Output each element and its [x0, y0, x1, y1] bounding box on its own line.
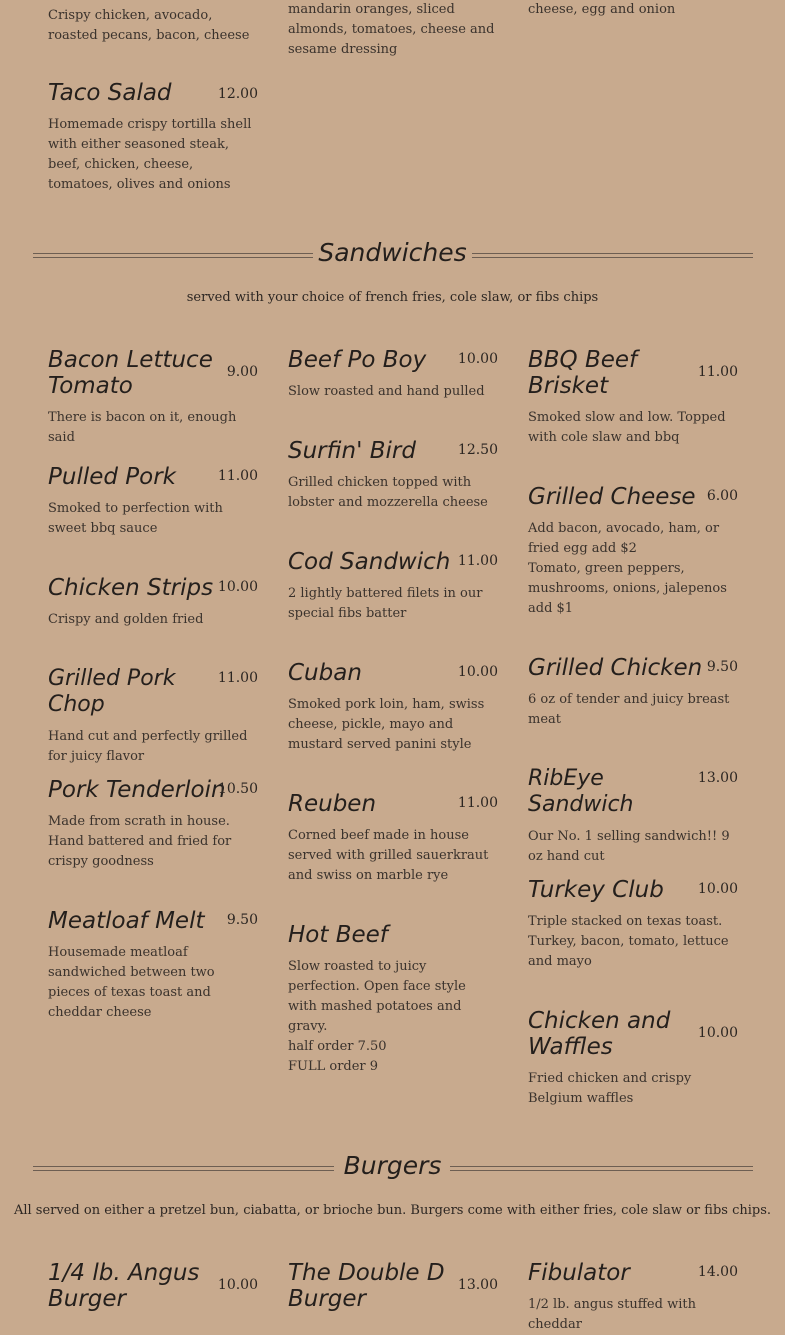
item-desc: Smoked slow and low. Topped with cole slaw and bbq	[528, 410, 726, 445]
menu-item-double-d-burger	[288, 1260, 498, 1312]
item-desc: Slow roasted to juicy perfection. Open face style with mashed potatoes and gravy.	[288, 959, 466, 1034]
section-title-sandwiches: Sandwiches	[318, 238, 467, 267]
item-price: 10.00	[697, 1025, 738, 1041]
item-desc: Crispy and golden fried	[48, 612, 204, 627]
menu-item-pork-tenderloin	[48, 777, 258, 872]
menu-item-taco-salad	[48, 80, 258, 195]
item-name: The Double D Burger	[288, 1260, 445, 1312]
section-subtitle-sandwiches: served with your choice of french fries, cole slaw, or fibs chips	[186, 290, 599, 305]
item-desc: Smoked to perfection with sweet bbq sauce	[48, 501, 223, 536]
menu-item-meatloaf-melt	[48, 908, 258, 1023]
item-name: Grilled Pork Chop	[48, 666, 176, 717]
item-price: 11.00	[457, 795, 498, 811]
salad-desc-col3: cheese, egg and onion	[528, 2, 676, 17]
item-name: Cuban	[288, 660, 362, 686]
item-desc: Corned beef made in house served with grilled sauerkraut and swiss on marble rye	[288, 828, 489, 883]
menu-item-turkey-club	[528, 877, 738, 972]
salad-desc-col1: Crispy chicken, avocado, roasted pecans, bacon, cheese	[48, 8, 250, 43]
item-desc: Our No. 1 selling sandwich!! 9 oz hand cut	[528, 829, 730, 864]
menu-item-surfin-bird	[288, 438, 498, 513]
salad-desc-col2: mandarin oranges, sliced almonds, tomatoes, cheese and sesame dressing	[288, 2, 495, 57]
item-name: Grilled Chicken	[528, 655, 703, 681]
menu-item-cod-sandwich	[288, 549, 498, 624]
menu-item-blt	[48, 347, 258, 448]
item-price: 13.00	[697, 770, 738, 786]
menu-item-beef-po-boy	[288, 347, 498, 402]
item-price: 10.00	[697, 881, 738, 897]
menu-item-angus-burger	[48, 1260, 258, 1312]
menu-item-cuban	[288, 660, 498, 755]
item-desc: Add bacon, avocado, ham, or fried egg add $2	[528, 521, 720, 556]
item-price: 10.00	[457, 664, 498, 680]
menu-item-bbq-beef-brisket	[528, 347, 738, 448]
menu-item-grilled-pork-chop	[48, 666, 258, 767]
item-price: 14.00	[697, 1264, 738, 1280]
menu-item-fibulator	[528, 1260, 738, 1335]
item-name: Fibulator	[528, 1260, 630, 1286]
item-price: 9.00	[226, 364, 258, 380]
item-desc: 2 lightly battered filets in our special fibs batter	[288, 586, 483, 621]
item-name: Taco Salad	[48, 80, 172, 106]
menu-item-grilled-chicken	[528, 655, 738, 730]
menu-item-ribeye-sandwich	[528, 766, 738, 867]
item-desc: Hand cut and perfectly grilled for juicy flavor	[48, 729, 248, 764]
item-name: Meatloaf Melt	[48, 908, 205, 934]
item-name: Chicken and Waffles	[528, 1008, 671, 1060]
item-name: RibEye Sandwich	[528, 766, 634, 817]
item-desc: Made from scrath in house. Hand battered and fried for crispy goodness	[48, 814, 232, 869]
section-subtitle-burgers: All served on either a pretzel bun, ciabatta, or brioche bun. Burgers come with either fries, cole slaw or fibs chips.	[13, 1203, 772, 1218]
item-desc: Housemade meatloaf sandwiched between two pieces of texas toast and cheddar cheese	[48, 945, 215, 1020]
item-name: 1/4 lb. Angus Burger	[48, 1260, 200, 1312]
section-title-burgers: Burgers	[343, 1151, 442, 1180]
item-name: Pulled Pork	[48, 464, 177, 490]
item-desc: Smoked pork loin, ham, swiss cheese, pickle, mayo and mustard served panini style	[288, 697, 485, 752]
item-price: 11.00	[217, 670, 258, 686]
item-price: 9.50	[706, 659, 738, 675]
item-name: Beef Po Boy	[288, 347, 427, 373]
item-desc: There is bacon on it, enough said	[48, 410, 237, 445]
menu-item-chicken-and-waffles	[528, 1008, 738, 1109]
item-name: Hot Beef	[288, 922, 388, 948]
item-price: 11.00	[217, 468, 258, 484]
item-desc: Triple stacked on texas toast. Turkey, bacon, tomato, lettuce and mayo	[528, 914, 729, 969]
item-extra-half: half order 7.50	[288, 1039, 387, 1054]
item-extra-full: FULL order 9	[288, 1059, 379, 1074]
item-name: Chicken Strips	[48, 575, 214, 601]
item-name: BBQ Beef Brisket	[528, 347, 638, 399]
menu-item-grilled-cheese	[528, 484, 738, 619]
item-name: Turkey Club	[528, 877, 664, 903]
menu-item-hot-beef	[288, 922, 498, 1077]
menu-item-pulled-pork	[48, 464, 258, 539]
item-desc: 6 oz of tender and juicy breast meat	[528, 692, 730, 727]
item-name: Surfin' Bird	[288, 438, 416, 464]
item-name: Grilled Cheese	[528, 484, 696, 510]
item-price: 6.00	[706, 488, 738, 504]
item-price: 10.00	[217, 579, 258, 595]
item-desc: 1/2 lb. angus stuffed with cheddar	[528, 1297, 696, 1332]
item-price: 11.00	[457, 553, 498, 569]
item-desc: Homemade crispy tortilla shell with either seasoned steak, beef, chicken, cheese, tomatoes, olives and onions	[48, 117, 252, 192]
item-price: 11.00	[697, 364, 738, 380]
item-price: 12.00	[217, 86, 258, 102]
item-desc: Slow roasted and hand pulled	[288, 384, 485, 399]
menu-item-reuben	[288, 791, 498, 886]
item-desc: Fried chicken and crispy Belgium waffles	[528, 1071, 692, 1106]
item-name: Bacon Lettuce Tomato	[48, 347, 213, 399]
item-price: 13.00	[457, 1277, 498, 1293]
item-price: 10.00	[217, 1277, 258, 1293]
item-name: Cod Sandwich	[288, 549, 451, 575]
menu-item-chicken-strips	[48, 575, 258, 630]
item-desc: Grilled chicken topped with lobster and mozzerella cheese	[288, 475, 488, 510]
item-name: Pork Tenderloin	[48, 777, 226, 803]
item-price: 10.00	[457, 351, 498, 367]
item-price: 12.50	[457, 442, 498, 458]
item-price: 9.50	[226, 912, 258, 928]
item-price: 10.50	[217, 781, 258, 797]
item-name: Reuben	[288, 791, 377, 817]
item-extra: Tomato, green peppers, mushrooms, onions, jalepenos add $1	[528, 561, 727, 616]
